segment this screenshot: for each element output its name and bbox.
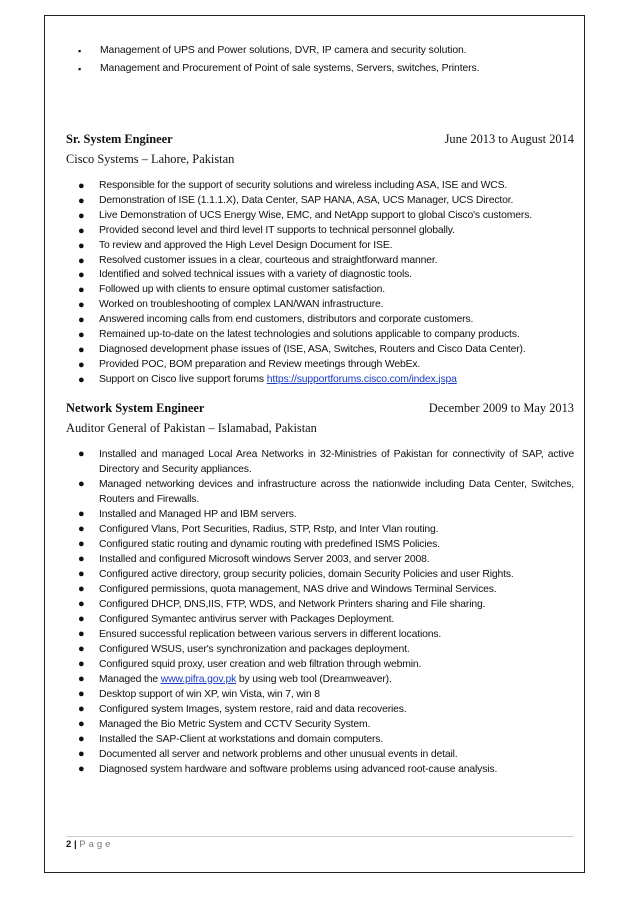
list-item: ● Configured static routing and dynamic routing with predefined ISMS Policies.	[78, 538, 440, 550]
job-dates: December 2009 to May 2013	[428, 401, 574, 415]
bullet-icon: ●	[78, 718, 85, 730]
list-item: ● Remained up-to-date on the latest technologies and solutions applicable to company products.	[78, 329, 520, 342]
list-item: ● Provided POC, BOM preparation and Review meetings through WebEx.	[78, 358, 421, 371]
bullet-icon: ●	[78, 613, 85, 625]
list-item: ● Managed networking devices and infrastructure across the nationwide including Data Center, Switches, Routers and Firewalls.	[78, 478, 574, 505]
list-item: ● Live Demonstration of UCS Energy Wise, EMC, and NetApp support to global Cisco's customers.	[78, 209, 533, 222]
bullet-icon: ●	[78, 703, 85, 715]
bullet-icon: ●	[78, 673, 85, 685]
list-item: ● Configured squid proxy, user creation and web filtration through webmin.	[78, 658, 422, 670]
bullet-icon: ●	[78, 478, 85, 490]
cisco-forums-link[interactable]: https://supportforums.cisco.com/index.jspa	[266, 373, 457, 385]
list-item: ● Resolved customer issues in a clear, courteous and straightforward manner.	[78, 254, 438, 267]
pifra-website-link[interactable]: www.pifra.gov.pk	[160, 674, 237, 685]
square-bullet-icon: ▪	[78, 64, 82, 74]
list-item: ● Configured Symantec antivirus server with Packages Deployment.	[78, 613, 395, 625]
bullet-icon: ●	[78, 688, 85, 700]
list-item: ● Configured DHCP, DNS,IIS, FTP, WDS, and Network Printers sharing and File sharing.	[78, 598, 486, 610]
job-title: Sr. System Engineer	[66, 132, 173, 146]
list-item: ● Diagnosed development phase issues of (ISE, ASA, Switches, Routers and Cisco Data Center).	[78, 343, 526, 356]
job-dates: June 2013 to August 2014	[444, 132, 574, 146]
bullet-icon: ●	[78, 553, 85, 565]
list-item: ● Support on Cisco live support forums https://supportforums.cisco.com/index.jspa	[78, 373, 457, 386]
list-item: ● Demonstration of ISE (1.1.1.X), Data Center, SAP HANA, ASA, UCS Manager, UCS Director.	[78, 194, 514, 207]
bullet-icon: ●	[78, 763, 85, 775]
list-item: ▪ Management and Procurement of Point of sale systems, Servers, switches, Printers.	[64, 60, 574, 78]
list-item: ● Documented all server and network problems and other unusual events in detail.	[78, 748, 458, 760]
page-footer	[66, 839, 113, 850]
list-item: ● Desktop support of win XP, win Vista, win 7, win 8	[78, 688, 320, 700]
job-section-cisco	[66, 132, 574, 386]
list-item: ● Managed the Bio Metric System and CCTV Security System.	[78, 718, 371, 730]
bullet-icon: ●	[78, 448, 85, 460]
list-item: ● Configured Vlans, Port Securities, Radius, STP, Rstp, and Inter Vlan routing.	[78, 523, 439, 535]
bullet-icon: ●	[78, 254, 85, 267]
job-title: Network System Engineer	[66, 401, 205, 415]
bullet-icon: ●	[78, 329, 85, 342]
bullet-icon: ●	[78, 239, 85, 252]
page-label: Page	[79, 839, 114, 850]
list-item: ● Installed and configured Microsoft windows Server 2003, and server 2008.	[78, 553, 430, 565]
bullet-icon: ●	[78, 643, 85, 655]
footer-divider	[66, 836, 574, 837]
list-item: ● Configured system Images, system restore, raid and data recoveries.	[78, 703, 407, 715]
bullet-icon: ●	[78, 733, 85, 745]
bullet-icon: ●	[78, 628, 85, 640]
list-item: ● Provided second level and third level IT supports to technical personnel globally.	[78, 224, 455, 237]
bullet-icon: ●	[78, 508, 85, 520]
bullet-icon: ●	[78, 598, 85, 610]
bullet-icon: ●	[78, 269, 85, 282]
list-item: ● Configured WSUS, user's synchronization and packages deployment.	[78, 643, 410, 655]
bullet-icon: ●	[78, 538, 85, 550]
list-item: ● Diagnosed system hardware and software problems using advanced root-cause analysis.	[78, 763, 498, 775]
bullet-icon: ●	[78, 583, 85, 595]
bullet-icon: ●	[78, 358, 85, 371]
list-item: ● To review and approved the High Level Design Document for ISE.	[78, 239, 393, 252]
job-bullet-list	[76, 447, 574, 777]
list-item: ● Installed the SAP-Client at workstations and domain computers.	[78, 733, 384, 745]
list-item: ● Ensured successful replication between various servers in different locations.	[78, 628, 442, 640]
list-item: ● Answered incoming calls from end customers, distributors and corporate customers.	[78, 314, 474, 327]
bullet-icon: ●	[78, 299, 85, 312]
list-item: ● Responsible for the support of security solutions and wireless including ASA, ISE and WCS.	[78, 180, 508, 192]
list-item: ● Worked on troubleshooting of complex LAN/WAN infrastructure.	[78, 299, 384, 312]
job-company: Cisco Systems – Lahore, Pakistan	[66, 152, 235, 166]
bullet-icon: ●	[78, 343, 85, 356]
page-number: 2	[66, 839, 72, 850]
bullet-icon: ●	[78, 658, 85, 670]
job-bullet-list	[76, 179, 574, 388]
list-item: ● Followed up with clients to ensure optimal customer satisfaction.	[78, 284, 385, 297]
job-company: Auditor General of Pakistan – Islamabad, Pakistan	[66, 421, 317, 435]
bullet-icon: ●	[78, 194, 85, 207]
list-item: ● Identified and solved technical issues with a variety of diagnostic tools.	[78, 269, 412, 282]
list-item: ● Configured permissions, quota management, NAS drive and Windows Terminal Services.	[78, 583, 497, 595]
bullet-icon: ●	[78, 284, 85, 297]
list-item: ● Installed and Managed HP and IBM servers.	[78, 508, 297, 520]
list-item: ● Managed the www.pifra.gov.pk by using web tool (Dreamweaver).	[78, 673, 392, 685]
bullet-icon: ●	[78, 180, 85, 192]
job-section-auditor-general	[66, 401, 574, 775]
bullet-icon: ●	[78, 314, 85, 327]
bullet-icon: ●	[78, 748, 85, 760]
bullet-icon: ●	[78, 373, 85, 386]
continued-bullet-list	[64, 42, 574, 78]
list-item: ● Configured active directory, group security policies, domain Security Policies and user Rights.	[78, 568, 514, 580]
list-item: ● Installed and managed Local Area Networks in 32-Ministries of Pakistan for connectivity of SAP, active Directory and Security appliances.	[78, 448, 574, 475]
footer-separator: |	[73, 839, 77, 850]
bullet-icon: ●	[78, 209, 85, 222]
square-bullet-icon: ▪	[78, 46, 82, 56]
bullet-icon: ●	[78, 523, 85, 535]
list-item: ▪ Management of UPS and Power solutions, DVR, IP camera and security solution.	[64, 42, 574, 60]
bullet-icon: ●	[78, 224, 85, 237]
bullet-icon: ●	[78, 568, 85, 580]
